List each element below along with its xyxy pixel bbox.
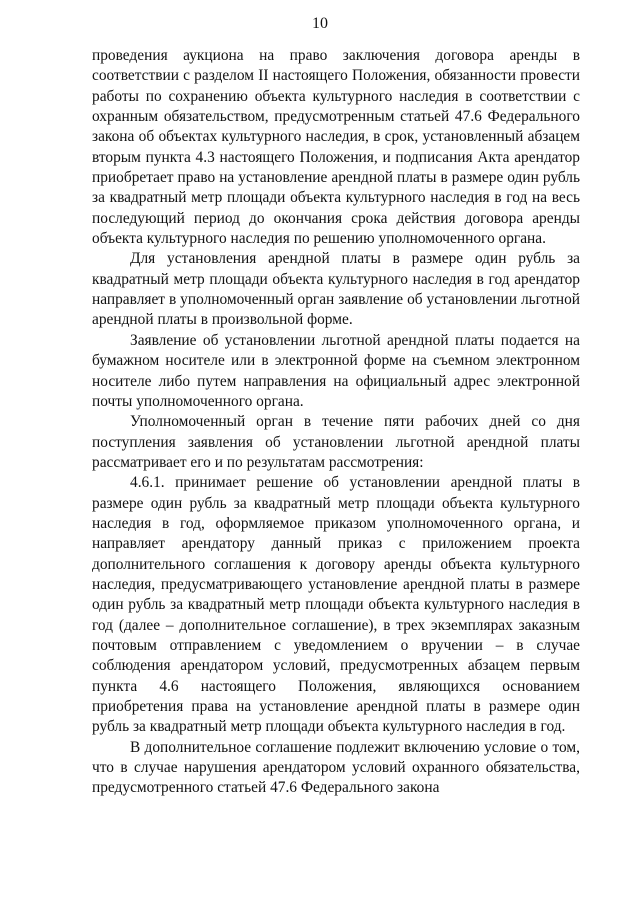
paragraph-review-period: Уполномоченный орган в течение пяти рабочих дней со дня поступления заявления об установлении льготной арендной платы рассматривает его и по результатам рассмотрения:: [92, 413, 580, 471]
paragraph-continuation: проведения аукциона на право заключения договора аренды в соответствии с разделом II настоящего Положения, обязанности провести работы по сохранению объекта культурного наследия в соответствии с охранным обязательством, предусмотренным статьей 47.6 Федерального закона об объектах культурного наследия, в срок, установленный абзацем вторым пункта 4.3 настоящего Положения, и подписания Акта арендатор приобретает право на установление арендной платы в размере один рубль за квадратный метр площади объекта культурного наследия в год на весь последующий период до окончания срока действия договора аренды объекта культурного наследия по решению уполномоченного органа.: [92, 47, 580, 248]
page-number: 10: [312, 15, 328, 32]
document-body: [92, 46, 580, 799]
paragraph-submission-method: Заявление об установлении льготной арендной платы подается на бумажном носителе или в электронной форме на съемном электронном носителе либо путем направления на официальный адрес электронной почты уполномоченного органа.: [92, 331, 580, 410]
paragraph-additional-agreement: В дополнительное соглашение подлежит включению условие о том, что в случае нарушения арендатором условий охранного обязательства, предусмотренного статьей 47.6 Федерального закона: [92, 738, 580, 797]
paragraph-rent-application: Для установления арендной платы в размере один рубль за квадратный метр площади объекта культурного наследия в год арендатор направляет в уполномоченный орган заявление об установлении льготной арендной платы в произвольной форме.: [92, 250, 580, 329]
paragraph-clause-4-6-1: 4.6.1. принимает решение об установлении арендной платы в размере один рубль за квадратный метр площади объекта культурного наследия в год, оформляемое приказом уполномоченного органа, и направляет арендатору данный приказ с приложением проекта дополнительного соглашения к договору аренды объекта культурного наследия, предусматривающего установление арендной платы в размере один рубль за квадратный метр площади объекта культурного наследия в год (далее – дополнительное соглашение), в трех экземплярах заказным почтовым отправлением с уведомлением о вручении – в случае соблюдения арендатором условий, предусмотренных абзацем первым пункта 4.6 настоящего Положения, являющихся основанием приобретения права на установление арендной платы в размере один рубль за квадратный метр площади объекта культурного наследия в год.: [92, 474, 580, 736]
